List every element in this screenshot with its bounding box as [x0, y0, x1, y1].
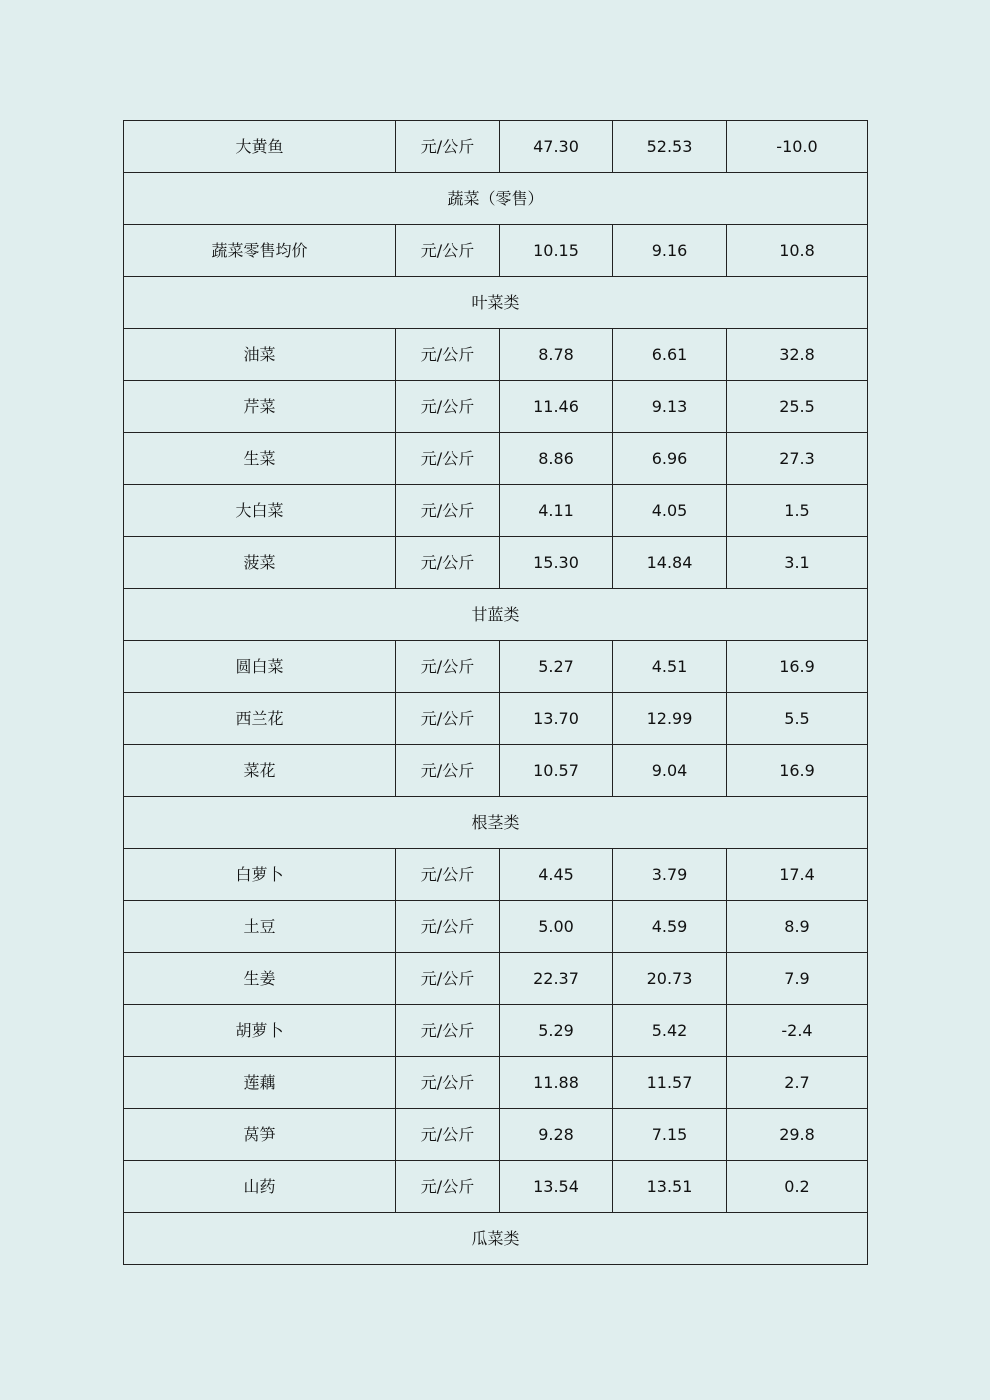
current-price-cell: 5.00 [500, 901, 613, 953]
current-price-cell: 8.86 [500, 433, 613, 485]
previous-price-cell: 6.96 [613, 433, 727, 485]
section-label: 根茎类 [124, 797, 868, 849]
previous-price-cell: 4.51 [613, 641, 727, 693]
change-percent-cell: 17.4 [727, 849, 868, 901]
unit-cell: 元/公斤 [396, 1057, 500, 1109]
price-table-body [124, 121, 868, 1265]
table-row [124, 693, 868, 745]
current-price-cell: 5.29 [500, 1005, 613, 1057]
previous-price-cell: 7.15 [613, 1109, 727, 1161]
current-price-cell: 22.37 [500, 953, 613, 1005]
price-table [123, 120, 868, 1265]
change-percent-cell: 32.8 [727, 329, 868, 381]
previous-price-cell: 6.61 [613, 329, 727, 381]
section-label: 瓜菜类 [124, 1213, 868, 1265]
change-percent-cell: 5.5 [727, 693, 868, 745]
change-percent-cell: 1.5 [727, 485, 868, 537]
change-percent-cell: 27.3 [727, 433, 868, 485]
unit-cell: 元/公斤 [396, 537, 500, 589]
previous-price-cell: 4.59 [613, 901, 727, 953]
unit-cell: 元/公斤 [396, 1005, 500, 1057]
unit-cell: 元/公斤 [396, 953, 500, 1005]
current-price-cell: 15.30 [500, 537, 613, 589]
unit-cell: 元/公斤 [396, 1109, 500, 1161]
section-header-row [124, 277, 868, 329]
change-percent-cell: 0.2 [727, 1161, 868, 1213]
unit-cell: 元/公斤 [396, 901, 500, 953]
table-row [124, 849, 868, 901]
unit-cell: 元/公斤 [396, 641, 500, 693]
item-name-cell: 胡萝卜 [124, 1005, 396, 1057]
previous-price-cell: 52.53 [613, 121, 727, 173]
change-percent-cell: 16.9 [727, 641, 868, 693]
change-percent-cell: 16.9 [727, 745, 868, 797]
table-row [124, 641, 868, 693]
previous-price-cell: 11.57 [613, 1057, 727, 1109]
section-header-row [124, 797, 868, 849]
current-price-cell: 4.45 [500, 849, 613, 901]
current-price-cell: 8.78 [500, 329, 613, 381]
table-row [124, 329, 868, 381]
table-row [124, 121, 868, 173]
change-percent-cell: 2.7 [727, 1057, 868, 1109]
change-percent-cell: 8.9 [727, 901, 868, 953]
table-row [124, 1005, 868, 1057]
table-row [124, 1109, 868, 1161]
item-name-cell: 生菜 [124, 433, 396, 485]
change-percent-cell: 10.8 [727, 225, 868, 277]
current-price-cell: 4.11 [500, 485, 613, 537]
item-name-cell: 圆白菜 [124, 641, 396, 693]
table-row [124, 225, 868, 277]
change-percent-cell: 29.8 [727, 1109, 868, 1161]
unit-cell: 元/公斤 [396, 329, 500, 381]
current-price-cell: 11.46 [500, 381, 613, 433]
table-row [124, 537, 868, 589]
unit-cell: 元/公斤 [396, 225, 500, 277]
item-name-cell: 蔬菜零售均价 [124, 225, 396, 277]
table-row [124, 953, 868, 1005]
item-name-cell: 莲藕 [124, 1057, 396, 1109]
table-row [124, 901, 868, 953]
section-header-row [124, 173, 868, 225]
current-price-cell: 5.27 [500, 641, 613, 693]
table-row [124, 381, 868, 433]
section-label: 甘蓝类 [124, 589, 868, 641]
item-name-cell: 芹菜 [124, 381, 396, 433]
previous-price-cell: 5.42 [613, 1005, 727, 1057]
section-label: 蔬菜（零售） [124, 173, 868, 225]
item-name-cell: 大白菜 [124, 485, 396, 537]
change-percent-cell: -10.0 [727, 121, 868, 173]
item-name-cell: 菠菜 [124, 537, 396, 589]
current-price-cell: 47.30 [500, 121, 613, 173]
previous-price-cell: 9.13 [613, 381, 727, 433]
item-name-cell: 莴笋 [124, 1109, 396, 1161]
previous-price-cell: 13.51 [613, 1161, 727, 1213]
table-row [124, 1057, 868, 1109]
table-row [124, 1161, 868, 1213]
table-row [124, 745, 868, 797]
previous-price-cell: 9.16 [613, 225, 727, 277]
unit-cell: 元/公斤 [396, 1161, 500, 1213]
change-percent-cell: -2.4 [727, 1005, 868, 1057]
current-price-cell: 11.88 [500, 1057, 613, 1109]
unit-cell: 元/公斤 [396, 485, 500, 537]
item-name-cell: 大黄鱼 [124, 121, 396, 173]
item-name-cell: 西兰花 [124, 693, 396, 745]
current-price-cell: 9.28 [500, 1109, 613, 1161]
item-name-cell: 油菜 [124, 329, 396, 381]
current-price-cell: 13.54 [500, 1161, 613, 1213]
previous-price-cell: 4.05 [613, 485, 727, 537]
current-price-cell: 13.70 [500, 693, 613, 745]
table-row [124, 433, 868, 485]
previous-price-cell: 20.73 [613, 953, 727, 1005]
item-name-cell: 白萝卜 [124, 849, 396, 901]
item-name-cell: 山药 [124, 1161, 396, 1213]
change-percent-cell: 25.5 [727, 381, 868, 433]
unit-cell: 元/公斤 [396, 381, 500, 433]
section-header-row [124, 1213, 868, 1265]
previous-price-cell: 12.99 [613, 693, 727, 745]
change-percent-cell: 3.1 [727, 537, 868, 589]
unit-cell: 元/公斤 [396, 693, 500, 745]
current-price-cell: 10.57 [500, 745, 613, 797]
section-label: 叶菜类 [124, 277, 868, 329]
section-header-row [124, 589, 868, 641]
unit-cell: 元/公斤 [396, 745, 500, 797]
table-row [124, 485, 868, 537]
item-name-cell: 生姜 [124, 953, 396, 1005]
item-name-cell: 菜花 [124, 745, 396, 797]
unit-cell: 元/公斤 [396, 121, 500, 173]
previous-price-cell: 14.84 [613, 537, 727, 589]
previous-price-cell: 9.04 [613, 745, 727, 797]
unit-cell: 元/公斤 [396, 433, 500, 485]
change-percent-cell: 7.9 [727, 953, 868, 1005]
item-name-cell: 土豆 [124, 901, 396, 953]
current-price-cell: 10.15 [500, 225, 613, 277]
previous-price-cell: 3.79 [613, 849, 727, 901]
unit-cell: 元/公斤 [396, 849, 500, 901]
